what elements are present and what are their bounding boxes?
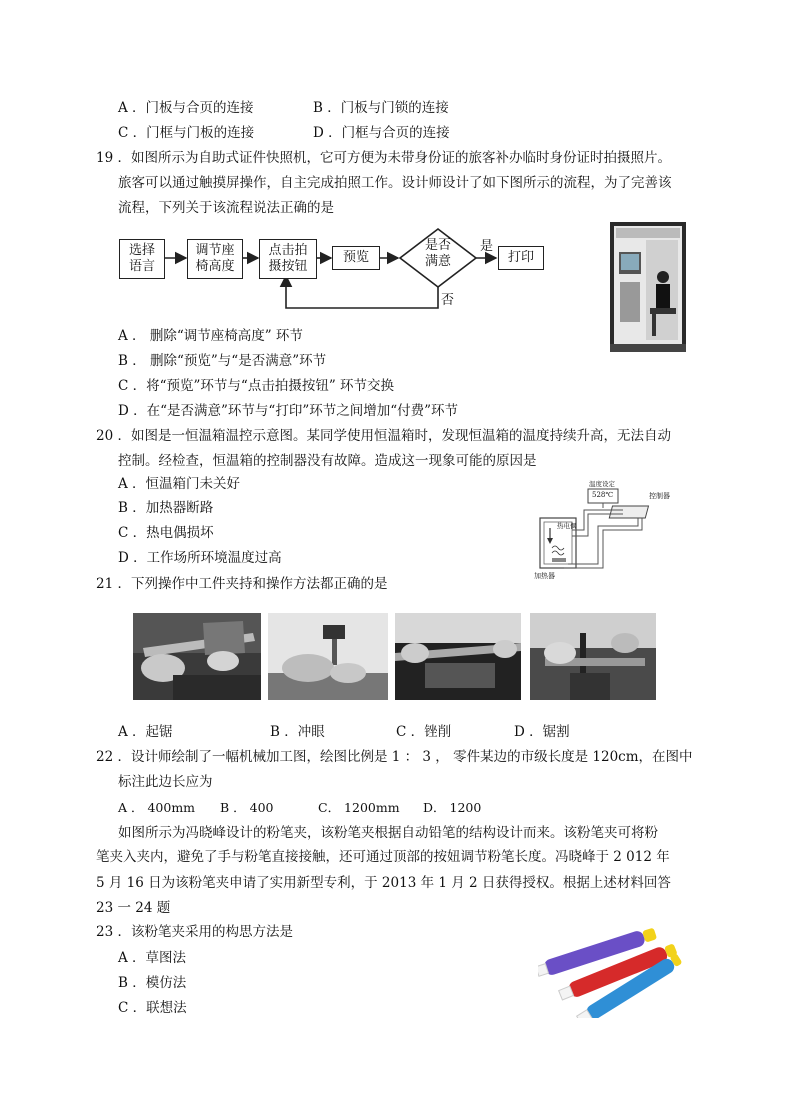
temp-setting-label: 温度设定 — [589, 480, 615, 488]
q20-option-a: A ．恒温箱门未关好 — [118, 476, 241, 492]
material-line3: 5 月 16 日为该粉笔夹申请了实用新型专利，于 2013 年 1 月 2 日获得授权。根据上述材料回答 — [96, 875, 671, 891]
q20-stem-line1: 20 ．如图是一恒温箱温控示意图。某同学使用恒温箱时，发现恒温箱的温度持续升高，无法自动 — [96, 428, 671, 444]
arrow-no-loop — [286, 276, 438, 308]
q19-stem-line2: 旅客可以通过触摸屏操作，自主完成拍照工作。设计师设计了如下图所示的流程，为了完善该 — [118, 175, 672, 191]
q19-option-b: B ． 删除“预览”与“是否满意”环节 — [118, 353, 327, 369]
q23-option-b: B ．模仿法 — [118, 975, 187, 991]
flow-step-adjust-seat: 调节座 椅高度 — [187, 239, 243, 279]
q22-option-d: D． 1200 — [423, 800, 482, 815]
photo-booth-drawing — [610, 222, 686, 352]
photo-booth-image — [610, 222, 686, 352]
material-line1: 如图所示为冯晓峰设计的粉笔夹，该粉笔夹根据自动铅笔的结构设计而来。该粉笔夹可将粉 — [118, 825, 658, 841]
q21-option-b: B ．冲眼 — [270, 724, 325, 740]
q23-option-c: C ．联想法 — [118, 1000, 187, 1016]
q21-option-d: D ．锯割 — [514, 724, 570, 740]
flow-step-press-shoot: 点击拍 摄按钮 — [259, 239, 317, 279]
q19-option-c: C ．将“预览”环节与“点击拍摄按钮” 环节交换 — [118, 378, 395, 394]
q21-photo-filing — [395, 613, 521, 700]
decision-yes-label: 是 — [480, 239, 494, 254]
q18-option-b: B ．门板与门锁的连接 — [313, 100, 449, 116]
q18-option-d: D ．门框与合页的连接 — [313, 125, 450, 141]
flow-step-print: 打印 — [498, 246, 544, 270]
q18-option-c: C ．门框与门板的连接 — [118, 125, 255, 141]
q22-stem-line2: 标注此边长应为 — [118, 774, 213, 790]
decision-label: 是否 满意 — [424, 238, 451, 269]
q19-stem-line1: 19 ．如图所示为自助式证件快照机，它可方便为未带身份证的旅客补办临时身份证时拍摄照片。 — [96, 150, 671, 166]
q22-option-a: A ． 400mm — [118, 800, 196, 815]
controller-label: 控制器 — [649, 492, 670, 500]
q21-stem: 21 ．下列操作中工件夹持和操作方法都正确的是 — [96, 576, 388, 592]
q20-option-b: B ．加热器断路 — [118, 500, 214, 516]
q20-stem-line2: 控制。经检查，恒温箱的控制器没有故障。造成这一现象可能的原因是 — [118, 453, 537, 469]
material-line2: 笔夹入夹内，避免了手与粉笔直接接触，还可通过顶部的按妞调节粉笔长度。冯晓峰于 2 012 年 — [96, 849, 670, 865]
q19-option-a: A ． 删除“调节座椅高度” 环节 — [118, 328, 303, 344]
thermocouple-label: 热电偶 — [557, 522, 577, 530]
q21-photo-sawing — [530, 613, 656, 700]
q22-option-c: C． 1200mm — [318, 800, 400, 815]
flow-step-select-language: 选择 语言 — [119, 239, 165, 279]
decision-no-label: 否 — [441, 293, 455, 308]
q21-option-a: A ．起锯 — [118, 724, 173, 740]
q20-option-c: C ．热电偶损坏 — [118, 525, 214, 541]
heater-label: 加热器 — [534, 572, 555, 580]
temp-setting-value: 528℃ — [592, 491, 614, 499]
chalk-holder-drawing — [538, 918, 688, 1018]
q21-photo-start-sawing — [133, 613, 261, 700]
q20-option-d: D ．工作场所环境温度过高 — [118, 550, 282, 566]
q23-stem: 23 ．该粉笔夹采用的构思方法是 — [96, 924, 293, 940]
q22-option-b: B ． 400 — [220, 800, 274, 815]
chalk-holder-image — [538, 918, 688, 1018]
material-line4: 23 一 24 题 — [96, 900, 171, 916]
q23-option-a: A ．草图法 — [118, 950, 187, 966]
q18-option-a: A ．门板与合页的连接 — [118, 100, 254, 116]
q21-photo-punching — [268, 613, 388, 700]
q21-option-c: C ．锉削 — [396, 724, 452, 740]
flow-step-preview: 预览 — [332, 246, 380, 270]
q19-option-d: D ．在“是否满意”环节与“打印”环节之间增加“付费”环节 — [118, 403, 459, 419]
q19-stem-line3: 流程，下列关于该流程说法正确的是 — [118, 200, 334, 216]
q22-stem-line1: 22 ．设计师绘制了一幅机械加工图，绘图比例是 1 ： 3 ， 零件某边的市级长度是 120cm，在图中 — [96, 749, 693, 765]
